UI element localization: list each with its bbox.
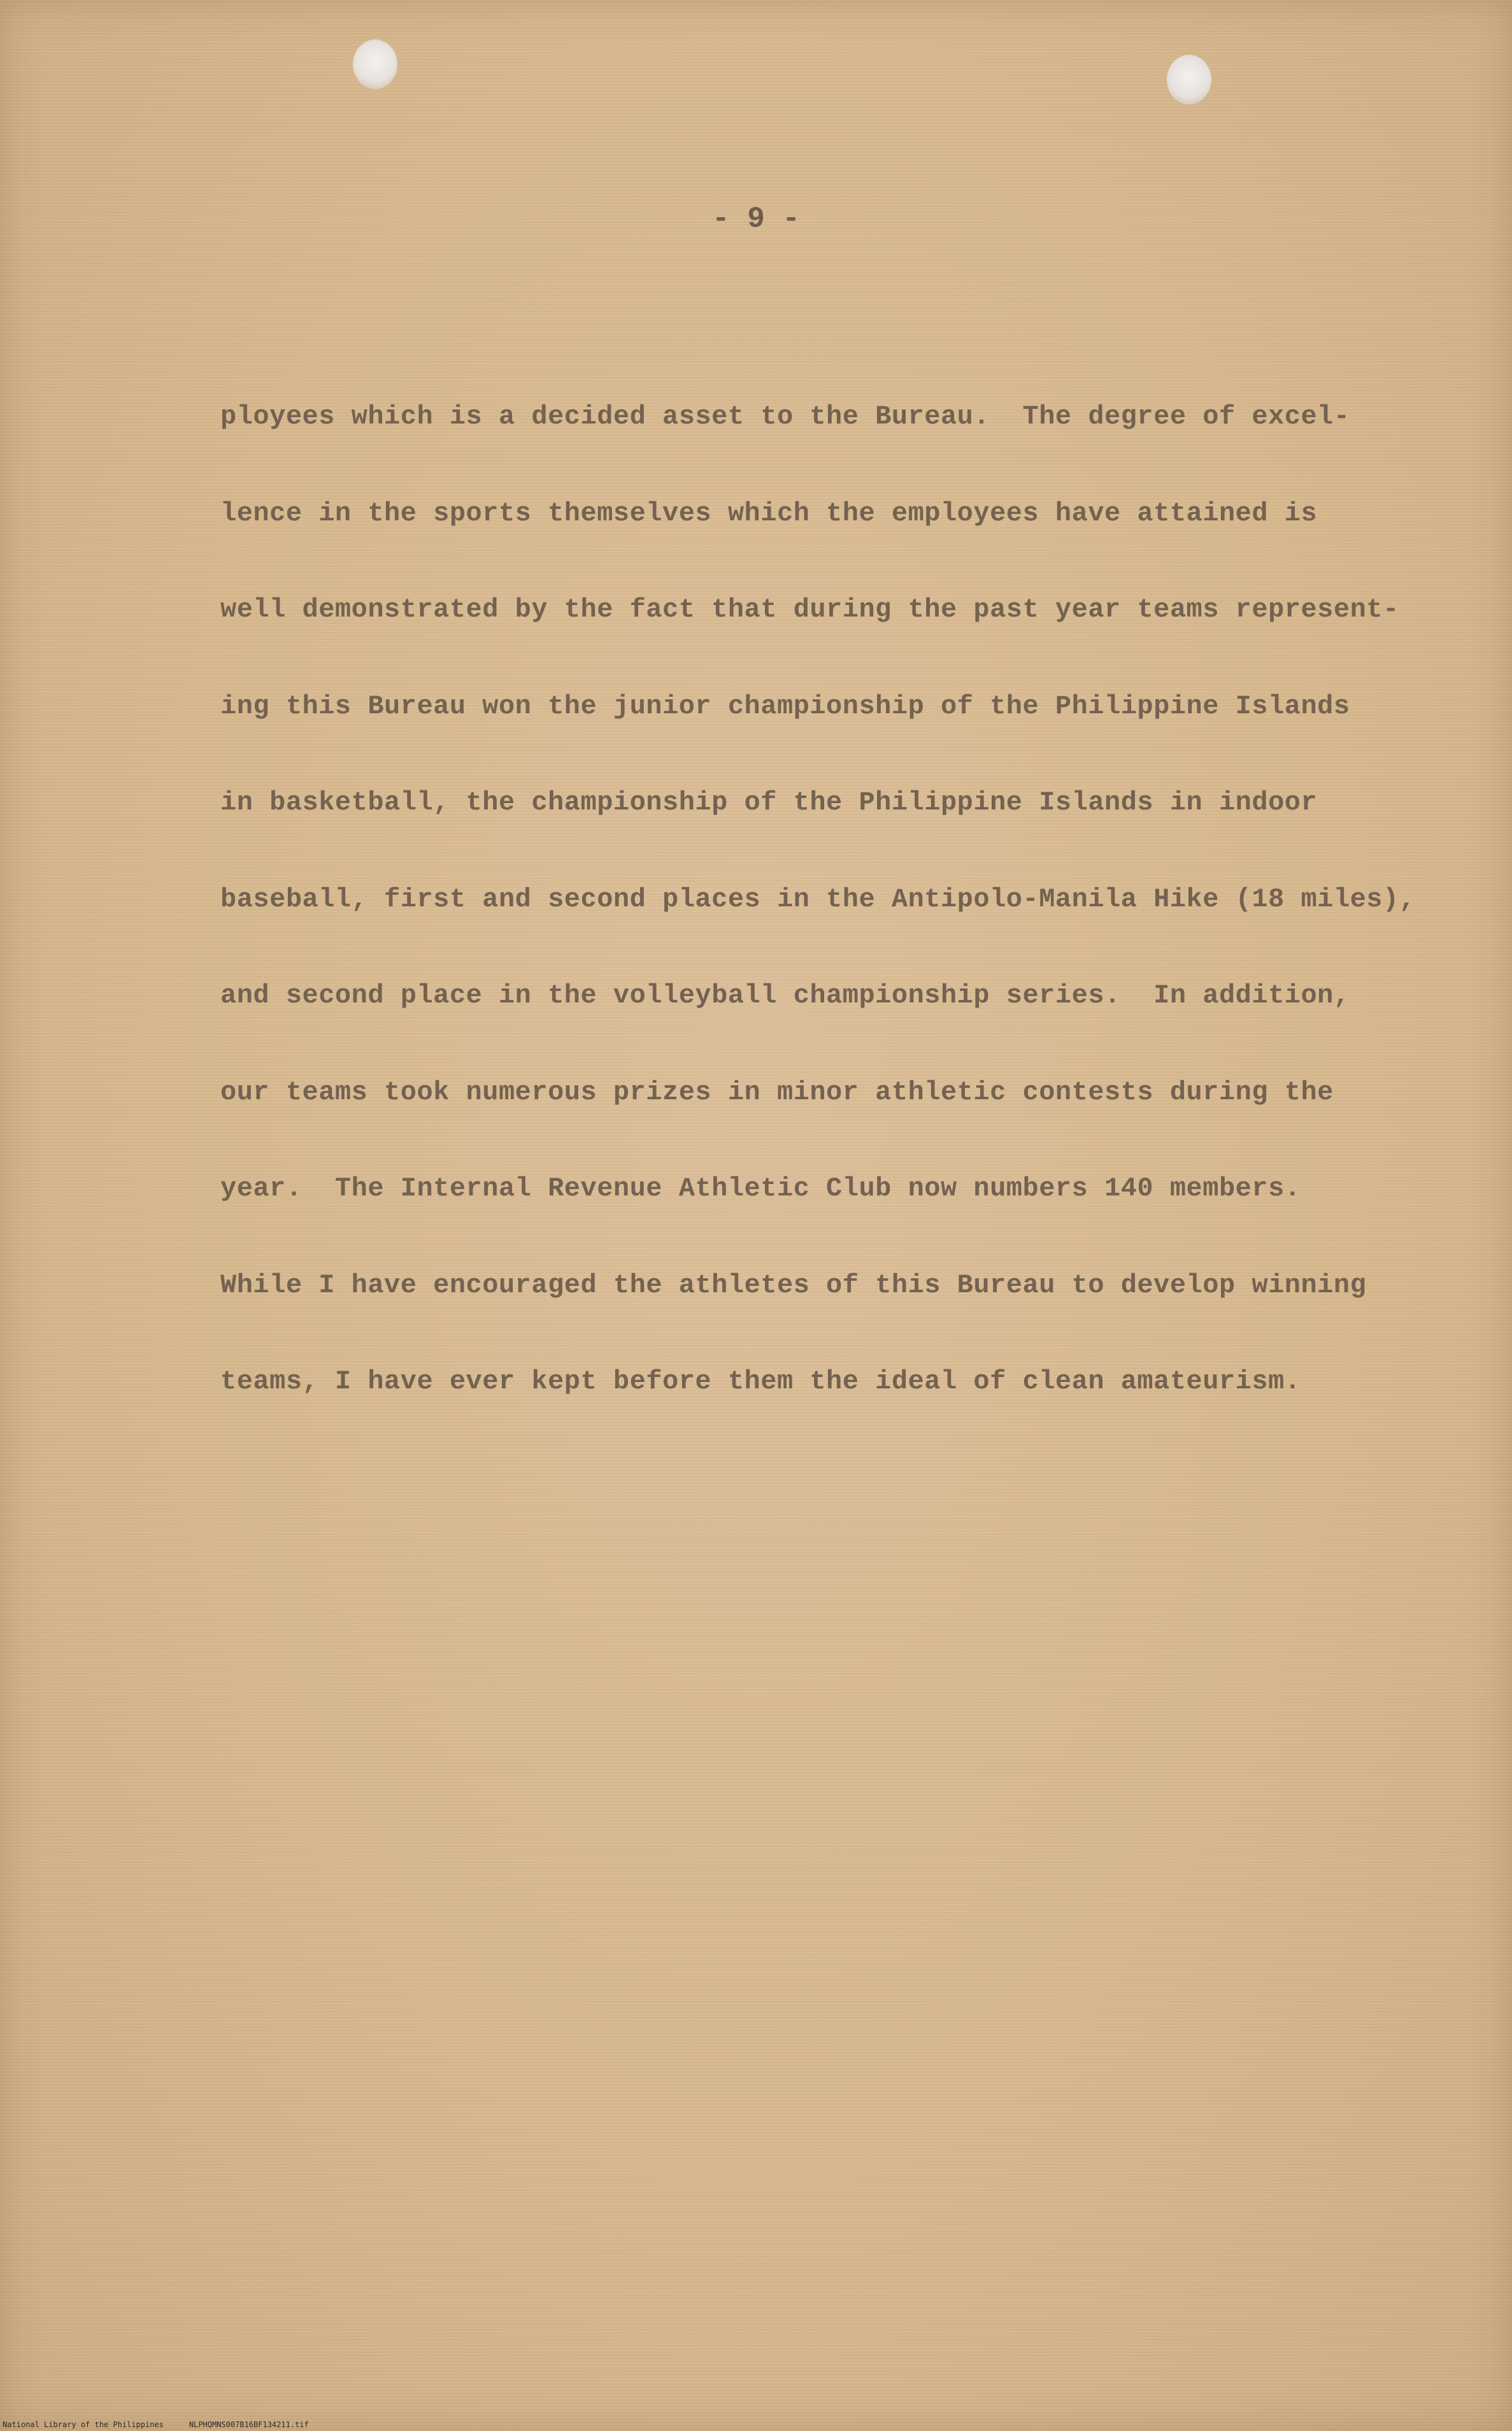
text-line: our teams took numerous prizes in minor athletic contests during the [220,1076,1334,1108]
text-line: ployees which is a decided asset to the Bureau. The degree of excel- [220,401,1350,432]
punch-hole-right [1167,55,1211,104]
punch-hole-left [353,39,397,89]
footer-filename: NLPHQMNS007B16BF134211.tif [189,2420,309,2429]
text-line: year. The Internal Revenue Athletic Club now numbers 140 members. [220,1173,1301,1204]
text-line: baseball, first and second places in the Antipolo-Manila Hike (18 miles), [220,883,1416,915]
page-number: - 9 - [711,203,801,236]
footer-library: National Library of the Philippines [3,2420,164,2429]
scan-footer [3,2420,309,2429]
text-line: in basketball, the championship of the Philippine Islands in indoor [220,787,1318,818]
text-line: While I have encouraged the athletes of this Bureau to develop winning [220,1269,1367,1301]
text-line: lence in the sports themselves which the employees have attained is [220,497,1318,529]
body-paragraph [220,389,1430,1450]
text-line: ing this Bureau won the junior championship of the Philippine Islands [220,690,1350,722]
text-line: and second place in the volleyball championship series. In addition, [220,980,1350,1011]
text-line: teams, I have ever kept before them the ideal of clean amateurism. [220,1366,1301,1397]
text-line: well demonstrated by the fact that during the past year teams represent- [220,594,1399,625]
